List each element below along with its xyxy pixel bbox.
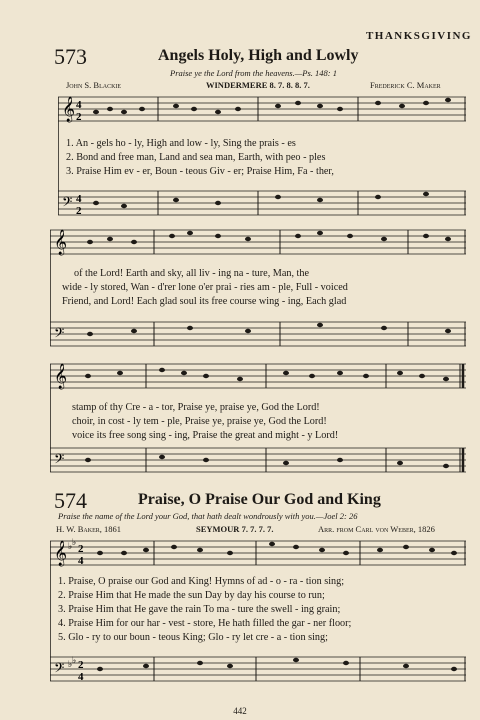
treble-clef-icon: 𝄞 — [54, 363, 68, 388]
lyric-line: Friend, and Lord! Each glad soul its free course wing - ing, Each glad — [62, 296, 347, 307]
lyric-line: 1. An - gels ho - ly, High and low - ly, Sing the prais - es — [66, 138, 296, 149]
svg-text:2: 2 — [76, 205, 82, 217]
tune-name: WINDERMERE 8. 7. 8. 8. 7. — [206, 80, 310, 90]
tune-name: SEYMOUR 7. 7. 7. 7. — [196, 524, 274, 534]
lyric-line: 3. Praise Him that He gave the rain To ma - ture the swell - ing grain; — [58, 604, 341, 615]
svg-text:4: 4 — [78, 671, 84, 683]
treble-clef-icon: 𝄞 — [62, 96, 76, 121]
bass-clef-icon: 𝄢 — [62, 196, 73, 213]
lyric-line: 5. Glo - ry to our boun - teous King; Glo - ry let cre - a - tion sing; — [58, 632, 328, 643]
words-by: John S. Blackie — [66, 80, 122, 90]
bass-clef-icon: 𝄢 — [54, 453, 65, 470]
bass-clef-icon: 𝄢 — [54, 327, 65, 344]
scripture-reference: Praise the name of the Lord your God, that hath dealt wondrously with you.—Joel 2: 26 — [58, 511, 358, 521]
music-staff-system — [50, 226, 466, 360]
music-staff-system — [50, 537, 466, 697]
hymn-title: Angels Holy, High and Lowly — [158, 47, 359, 64]
treble-clef-icon: 𝄞 — [54, 540, 68, 565]
svg-text:2: 2 — [76, 111, 82, 123]
page-number: 442 — [233, 706, 247, 716]
svg-text:4: 4 — [76, 193, 82, 205]
music-by: Frederick C. Maker — [370, 80, 441, 90]
lyric-line: 4. Praise Him for our har - vest - store, He hath filled the gar - ner floor; — [58, 618, 352, 629]
words-by: H. W. Baker, 1861 — [56, 524, 121, 534]
bass-clef-icon: 𝄢 — [54, 662, 65, 679]
hymn-number: 573 — [54, 44, 87, 69]
svg-text:2: 2 — [78, 543, 84, 555]
section-title: THANKSGIVING — [365, 30, 472, 42]
hymn-title: Praise, O Praise Our God and King — [138, 491, 381, 508]
treble-clef-icon: 𝄞 — [54, 229, 68, 254]
lyric-line: wide - ly stored, Wan - d'rer lone o'er prai - ries am - ple, Full - voiced — [62, 282, 348, 293]
svg-text:♭: ♭ — [72, 537, 77, 547]
hymn-number: 574 — [54, 488, 87, 513]
lyric-line: of the Lord! Earth and sky, all liv - ing na - ture, Man, the — [74, 268, 309, 279]
svg-text:4: 4 — [76, 99, 82, 111]
lyric-line: stamp of thy Cre - a - tor, Praise ye, praise ye, God the Lord! — [72, 402, 320, 413]
music-by: Arr. from Carl von Weber, 1826 — [318, 524, 435, 534]
svg-text:♭: ♭ — [72, 655, 77, 665]
svg-text:4: 4 — [78, 555, 84, 567]
svg-text:♭: ♭ — [68, 541, 73, 551]
lyric-line: 3. Praise Him ev - er, Boun - teous Giv - er; Praise Him, Fa - ther, — [66, 166, 334, 177]
lyric-line: 2. Praise Him that He made the sun Day by day his course to run; — [58, 590, 325, 601]
lyric-line: choir, in cost - ly tem - ple, Praise ye, praise ye, God the Lord! — [72, 416, 327, 427]
lyric-line: 1. Praise, O praise our God and King! Hymns of ad - o - ra - tion sing; — [58, 576, 345, 587]
lyric-line: 2. Bond and free man, Land and sea man, Earth, with peo - ples — [66, 152, 326, 163]
lyric-line: voice its free song sing - ing, Praise the great and might - y Lord! — [72, 430, 339, 441]
svg-text:2: 2 — [78, 659, 84, 671]
svg-text:♭: ♭ — [68, 659, 73, 669]
scripture-reference: Praise ye the Lord from the heavens.—Ps. 148: 1 — [170, 68, 337, 78]
